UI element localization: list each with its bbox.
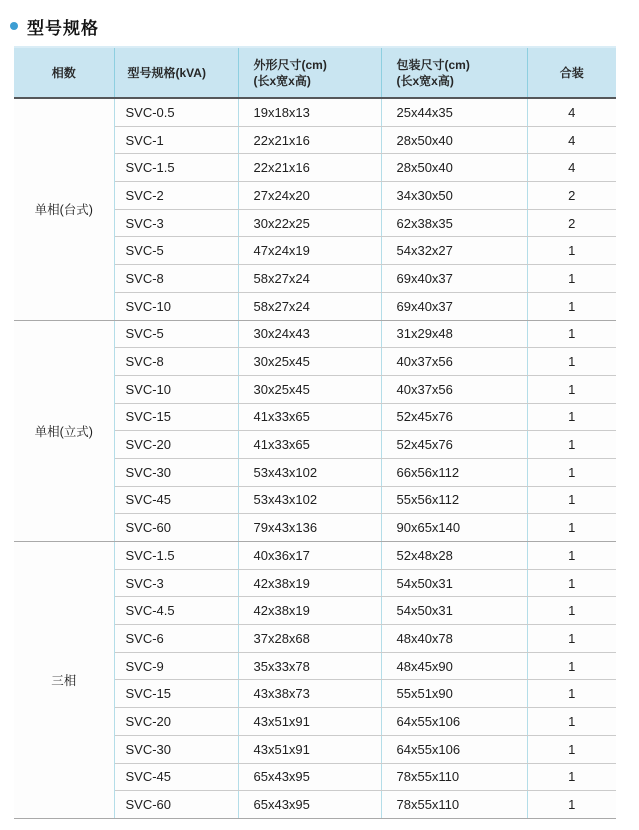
section-title-row: [0, 0, 639, 39]
model-cell: SVC-3: [114, 209, 238, 237]
pack-cell: 52x45x76: [381, 403, 527, 431]
model-cell: SVC-15: [114, 680, 238, 708]
qty-cell: 1: [527, 625, 616, 653]
spec-table-head-row: [14, 47, 616, 98]
pack-cell: 31x29x48: [381, 320, 527, 348]
pack-cell: 90x65x140: [381, 514, 527, 542]
bullet-icon: [10, 22, 18, 30]
pack-cell: 48x45x90: [381, 652, 527, 680]
model-cell: SVC-9: [114, 652, 238, 680]
pack-cell: 48x40x78: [381, 625, 527, 653]
outer-cell: 30x25x45: [238, 348, 381, 376]
spec-table-body: [14, 98, 616, 818]
qty-cell: 1: [527, 735, 616, 763]
pack-cell: 40x37x56: [381, 348, 527, 376]
qty-cell: 1: [527, 652, 616, 680]
pack-cell: 69x40x37: [381, 265, 527, 293]
model-cell: SVC-60: [114, 514, 238, 542]
outer-cell: 58x27x24: [238, 292, 381, 320]
spec-table: [14, 46, 616, 819]
qty-cell: 1: [527, 458, 616, 486]
outer-cell: 30x24x43: [238, 320, 381, 348]
outer-cell: 22x21x16: [238, 126, 381, 154]
phase-group-label: 单相(台式): [14, 98, 114, 320]
qty-cell: 1: [527, 265, 616, 293]
phase-group-label: 单相(立式): [14, 320, 114, 542]
model-cell: SVC-1.5: [114, 154, 238, 182]
outer-cell: 65x43x95: [238, 791, 381, 819]
qty-cell: 1: [527, 597, 616, 625]
model-cell: SVC-45: [114, 763, 238, 791]
qty-cell: 1: [527, 542, 616, 570]
pack-cell: 66x56x112: [381, 458, 527, 486]
pack-cell: 52x45x76: [381, 431, 527, 459]
pack-cell: 55x51x90: [381, 680, 527, 708]
pack-cell: 40x37x56: [381, 375, 527, 403]
outer-cell: 53x43x102: [238, 458, 381, 486]
pack-cell: 78x55x110: [381, 791, 527, 819]
pack-cell: 64x55x106: [381, 735, 527, 763]
qty-cell: 1: [527, 237, 616, 265]
table-row: [14, 98, 616, 126]
qty-cell: 4: [527, 98, 616, 126]
outer-cell: 41x33x65: [238, 403, 381, 431]
model-cell: SVC-0.5: [114, 98, 238, 126]
model-cell: SVC-1.5: [114, 542, 238, 570]
model-cell: SVC-5: [114, 320, 238, 348]
page-title: 型号规格: [27, 18, 99, 38]
outer-cell: 30x25x45: [238, 375, 381, 403]
qty-cell: 1: [527, 791, 616, 819]
model-cell: SVC-60: [114, 791, 238, 819]
model-cell: SVC-4.5: [114, 597, 238, 625]
column-header-outer-size: 外形尺寸(cm) (长x宽x高): [238, 47, 381, 98]
qty-cell: 1: [527, 708, 616, 736]
qty-cell: 2: [527, 182, 616, 210]
qty-cell: 1: [527, 375, 616, 403]
outer-cell: 27x24x20: [238, 182, 381, 210]
pack-cell: 54x50x31: [381, 569, 527, 597]
model-cell: SVC-2: [114, 182, 238, 210]
phase-group-label: 三相: [14, 542, 114, 819]
pack-cell: 54x32x27: [381, 237, 527, 265]
column-header-phase: 相数: [14, 47, 114, 98]
model-cell: SVC-8: [114, 348, 238, 376]
outer-cell: 37x28x68: [238, 625, 381, 653]
outer-cell: 22x21x16: [238, 154, 381, 182]
outer-cell: 47x24x19: [238, 237, 381, 265]
outer-cell: 35x33x78: [238, 652, 381, 680]
outer-cell: 65x43x95: [238, 763, 381, 791]
qty-cell: 1: [527, 348, 616, 376]
table-row: [14, 542, 616, 570]
qty-cell: 4: [527, 154, 616, 182]
qty-cell: 4: [527, 126, 616, 154]
qty-cell: 1: [527, 569, 616, 597]
outer-cell: 53x43x102: [238, 486, 381, 514]
outer-cell: 19x18x13: [238, 98, 381, 126]
column-header-pack-size: 包装尺寸(cm) (长x宽x高): [381, 47, 527, 98]
column-header-model: 型号规格(kVA): [114, 47, 238, 98]
outer-cell: 43x51x91: [238, 735, 381, 763]
model-cell: SVC-1: [114, 126, 238, 154]
model-cell: SVC-5: [114, 237, 238, 265]
outer-cell: 43x38x73: [238, 680, 381, 708]
model-cell: SVC-10: [114, 375, 238, 403]
column-header-combined: 合装: [527, 47, 616, 98]
pack-cell: 78x55x110: [381, 763, 527, 791]
qty-cell: 1: [527, 292, 616, 320]
pack-cell: 69x40x37: [381, 292, 527, 320]
model-cell: SVC-10: [114, 292, 238, 320]
model-cell: SVC-6: [114, 625, 238, 653]
model-cell: SVC-45: [114, 486, 238, 514]
pack-cell: 52x48x28: [381, 542, 527, 570]
pack-cell: 28x50x40: [381, 126, 527, 154]
model-cell: SVC-20: [114, 708, 238, 736]
model-cell: SVC-8: [114, 265, 238, 293]
pack-cell: 28x50x40: [381, 154, 527, 182]
qty-cell: 1: [527, 403, 616, 431]
outer-cell: 41x33x65: [238, 431, 381, 459]
outer-cell: 58x27x24: [238, 265, 381, 293]
model-cell: SVC-3: [114, 569, 238, 597]
outer-cell: 30x22x25: [238, 209, 381, 237]
pack-cell: 55x56x112: [381, 486, 527, 514]
qty-cell: 1: [527, 320, 616, 348]
qty-cell: 1: [527, 431, 616, 459]
pack-cell: 62x38x35: [381, 209, 527, 237]
outer-cell: 42x38x19: [238, 569, 381, 597]
model-cell: SVC-30: [114, 735, 238, 763]
pack-cell: 25x44x35: [381, 98, 527, 126]
outer-cell: 40x36x17: [238, 542, 381, 570]
qty-cell: 1: [527, 763, 616, 791]
qty-cell: 1: [527, 514, 616, 542]
outer-cell: 43x51x91: [238, 708, 381, 736]
outer-cell: 42x38x19: [238, 597, 381, 625]
model-cell: SVC-15: [114, 403, 238, 431]
pack-cell: 54x50x31: [381, 597, 527, 625]
pack-cell: 64x55x106: [381, 708, 527, 736]
table-row: [14, 320, 616, 348]
qty-cell: 1: [527, 680, 616, 708]
model-cell: SVC-30: [114, 458, 238, 486]
model-cell: SVC-20: [114, 431, 238, 459]
pack-cell: 34x30x50: [381, 182, 527, 210]
qty-cell: 2: [527, 209, 616, 237]
qty-cell: 1: [527, 486, 616, 514]
outer-cell: 79x43x136: [238, 514, 381, 542]
